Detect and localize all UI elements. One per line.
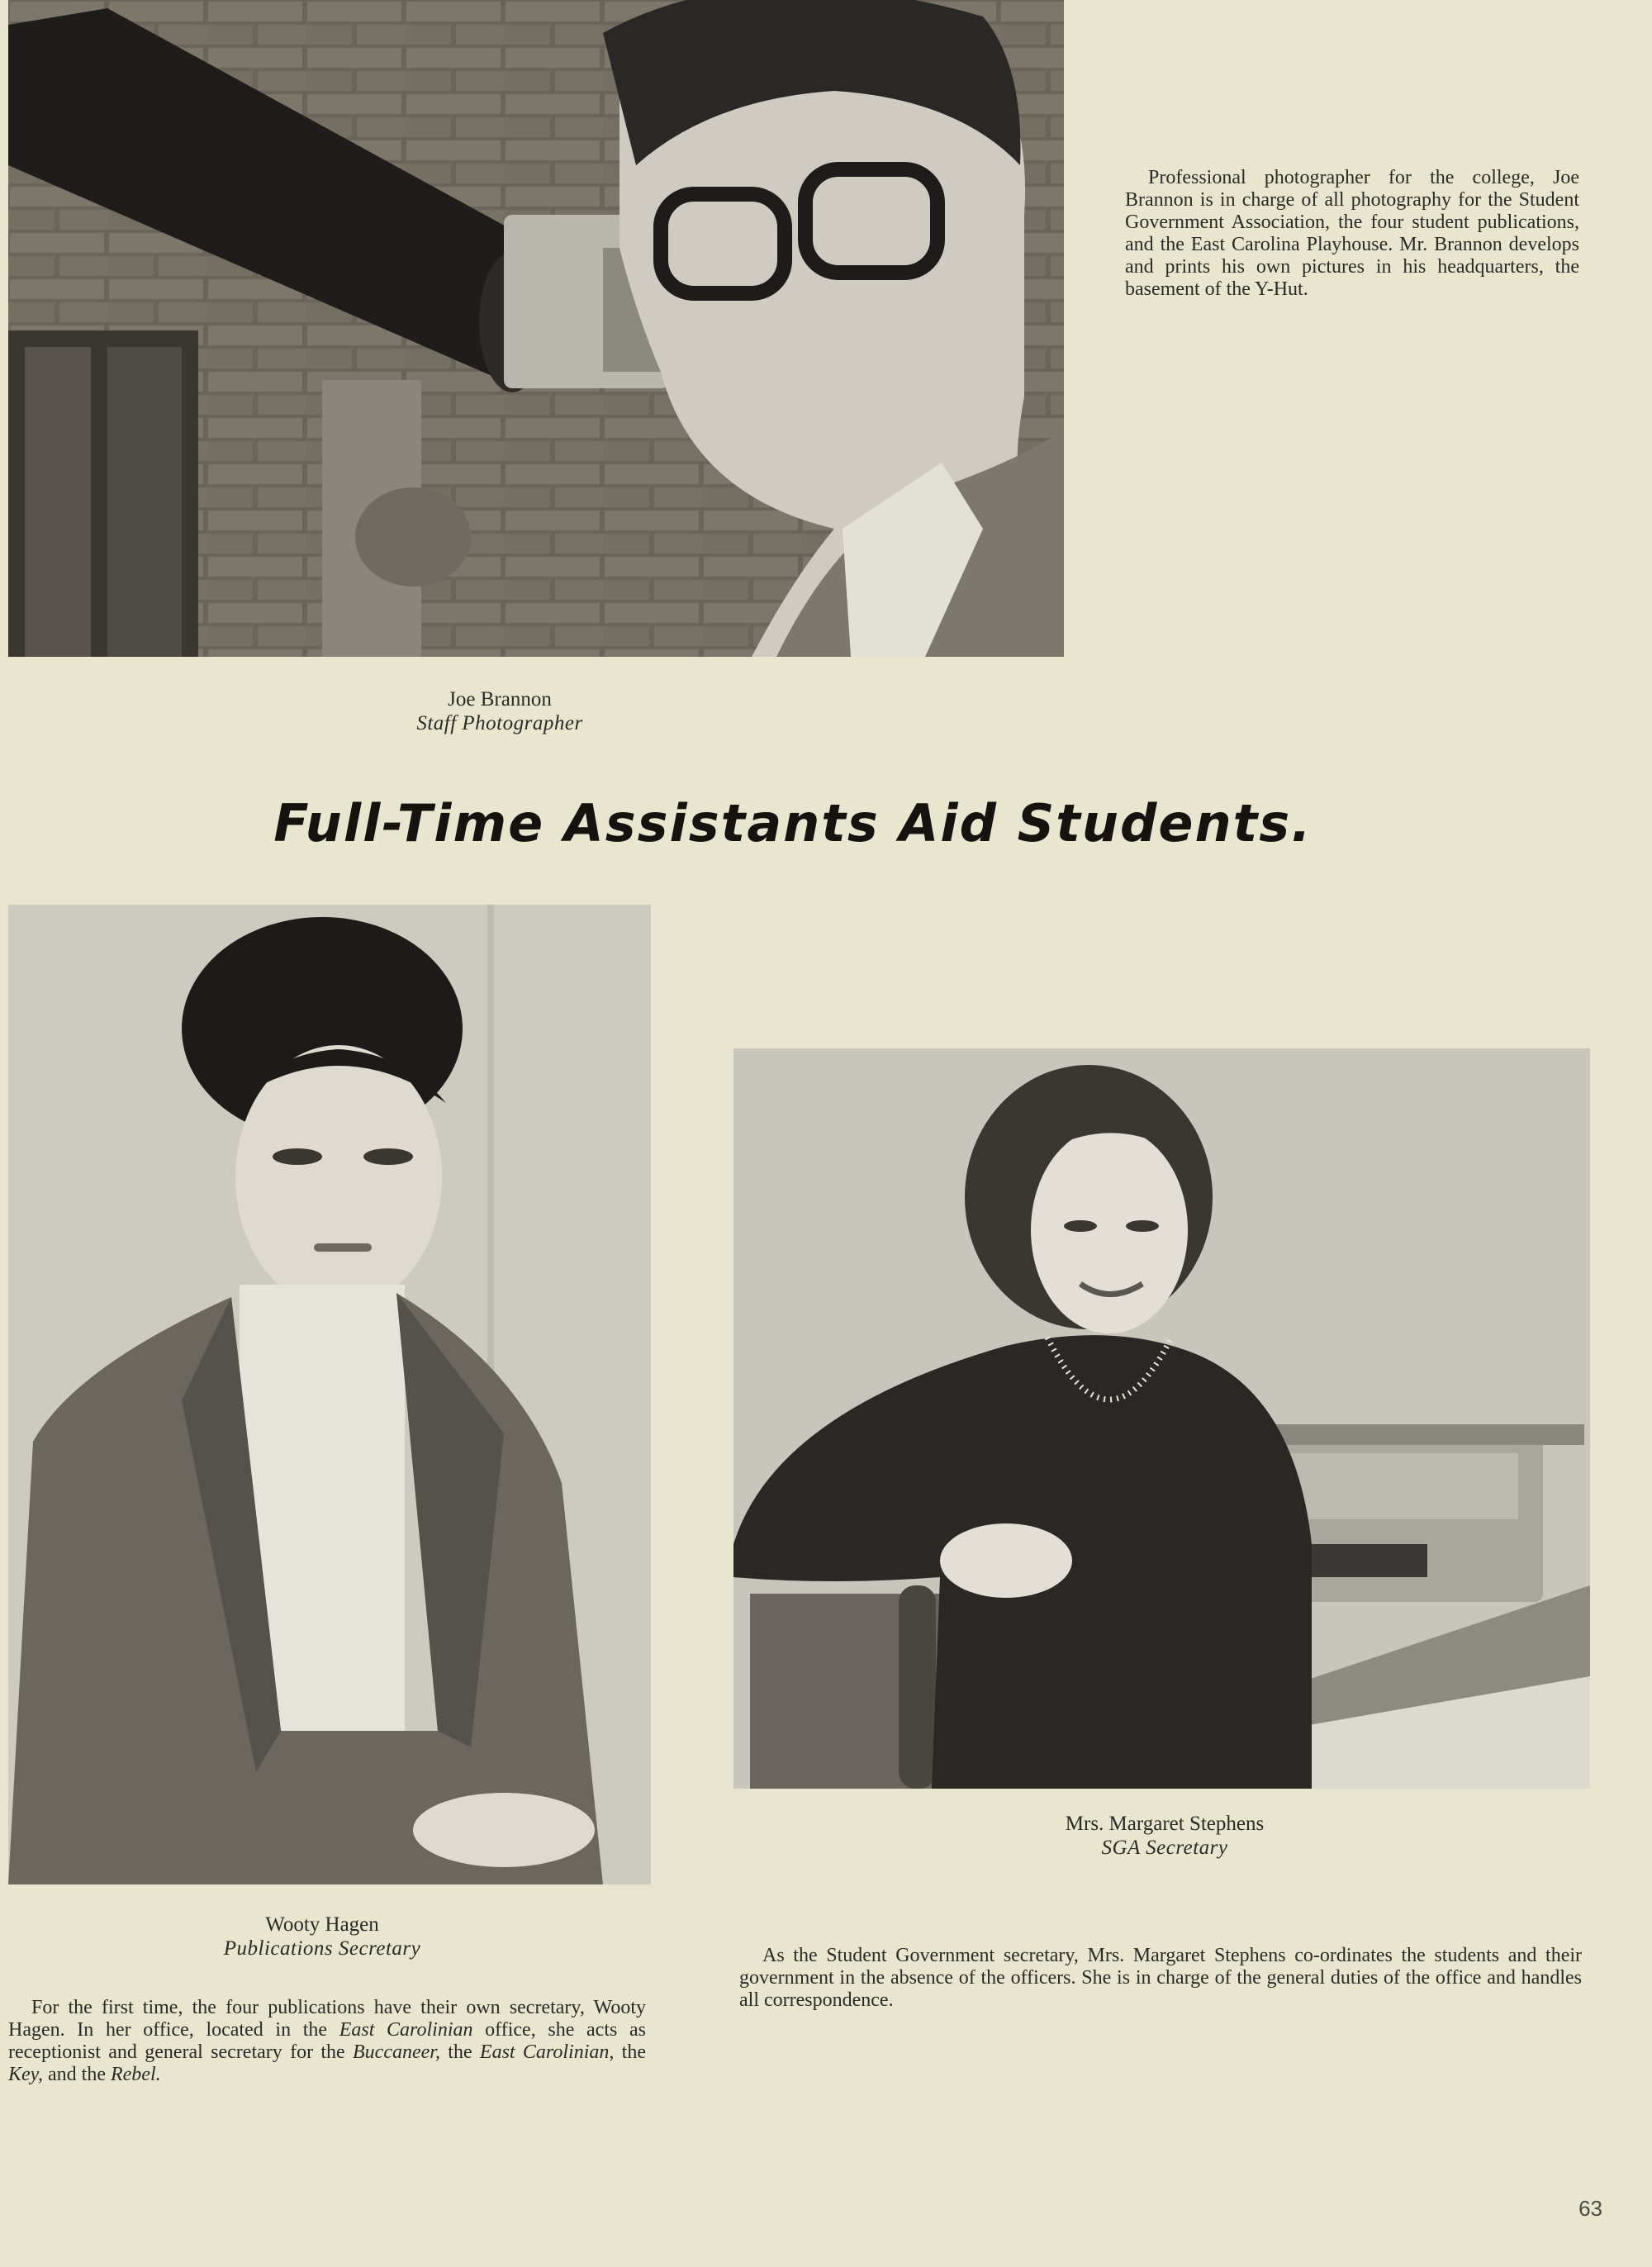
stephens-photo-art — [733, 1048, 1590, 1789]
caption-margaret-stephens — [991, 1812, 1338, 1860]
caption-name: Mrs. Margaret Stephens — [1065, 1813, 1265, 1835]
publication-name: Key, — [8, 2064, 43, 2085]
page-headline: Full-Time Assistants Aid Students. — [273, 793, 1313, 853]
hagen-photo-art — [8, 905, 651, 1884]
photo-joe-brannon — [8, 0, 1064, 657]
text-run: and the — [43, 2064, 111, 2085]
text-run: For the first time, the four publications have their own secretary, Wooty Hagen. In her office, located in the — [8, 1997, 646, 2041]
publication-name: Buccaneer, — [353, 2041, 440, 2063]
text-run: office, she acts as receptionist and general secretary for the — [8, 2019, 646, 2063]
caption-role: SGA Secretary — [1101, 1837, 1228, 1859]
text-run: the — [439, 2041, 480, 2063]
page-number: 63 — [1578, 2196, 1602, 2221]
caption-wooty-hagen — [149, 1913, 496, 1960]
publication-name: East Carolinian — [339, 2019, 473, 2041]
text-run: the — [614, 2041, 647, 2063]
caption-name: Joe Brannon — [448, 688, 552, 711]
caption-role: Publications Secretary — [223, 1937, 421, 1960]
publication-name: East Carolinian, — [479, 2041, 615, 2063]
caption-name: Wooty Hagen — [265, 1913, 379, 1936]
photo-margaret-stephens — [733, 1048, 1590, 1789]
photo-wooty-hagen — [8, 905, 651, 1884]
paragraph-brannon: Professional photographer for the college, Joe Brannon is in charge of all photography for the Student Government Association, the four student publications, and the East Carolina Playhouse. Mr. Brannon develops and prints his own pictures in his headquarters, the basement of the Y-Hut. — [1125, 167, 1579, 300]
caption-joe-brannon — [347, 687, 653, 735]
paragraph-hagen — [8, 1997, 646, 2086]
publication-name: Rebel. — [110, 2064, 161, 2085]
brannon-photo-art — [8, 0, 1064, 657]
paragraph-stephens: As the Student Government secretary, Mrs. Margaret Stephens co-ordinates the students and their government in the absence of the officers. She is in charge of the general duties of the office and handles all correspondence. — [739, 1945, 1582, 2011]
caption-role: Staff Photographer — [416, 712, 583, 734]
